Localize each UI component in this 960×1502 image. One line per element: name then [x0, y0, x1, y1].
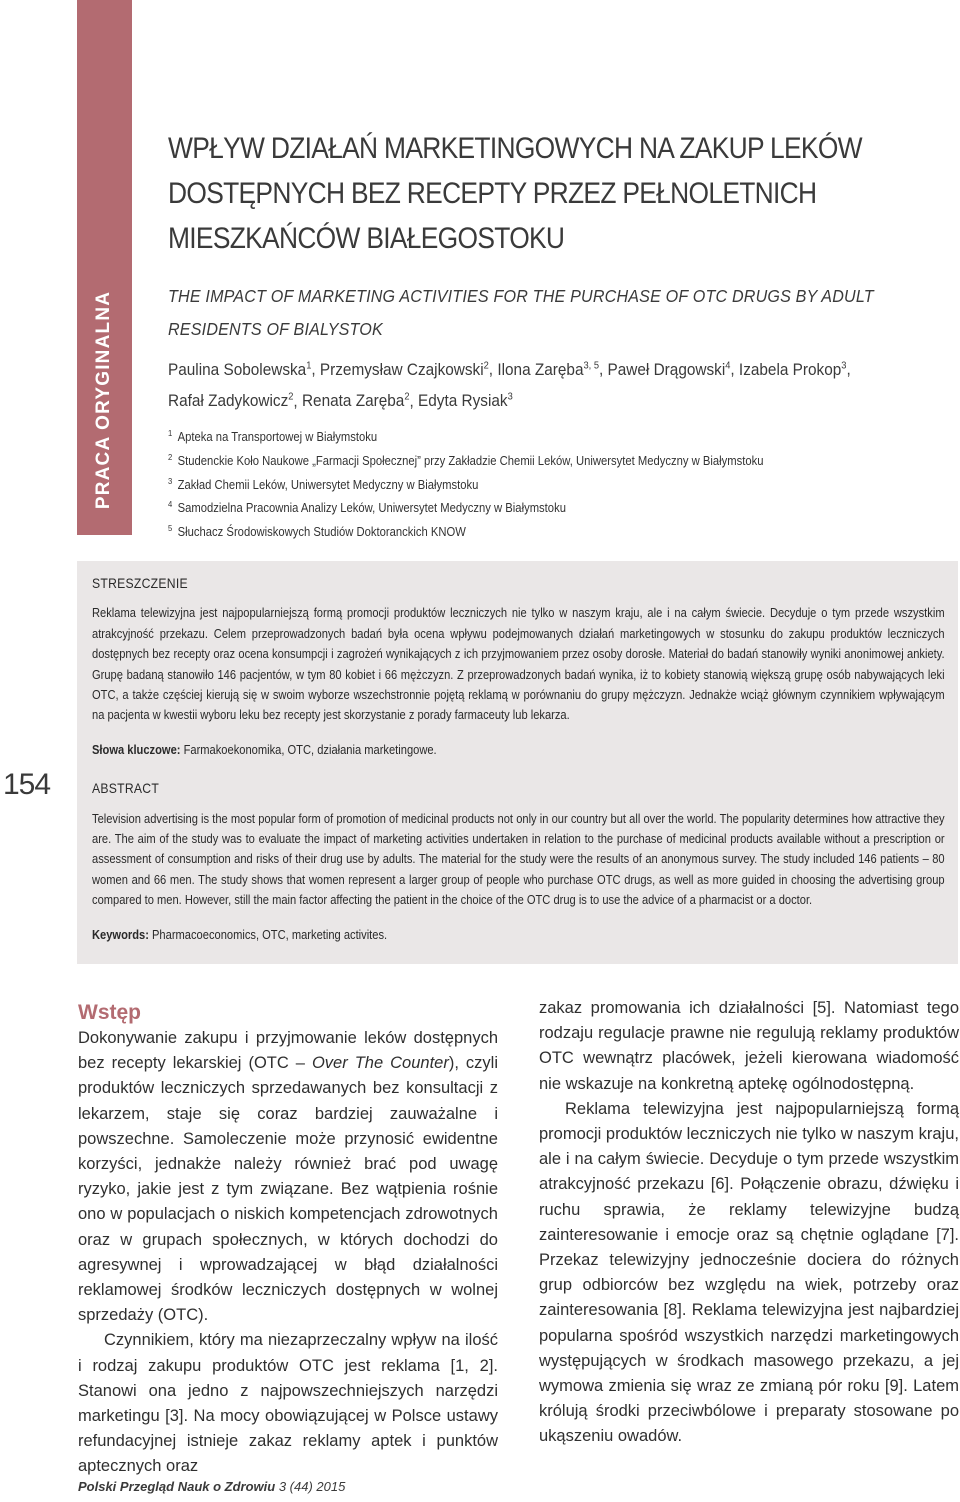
- author: Paweł Drągowski$^4$: [607, 360, 731, 379]
- keywords-english: Keywords: Pharmacoeconomics, OTC, marketing activites.: [92, 926, 388, 942]
- abstract-text-english: Television advertising is the most popular form of promotion of medicinal products not only in our country but all over the world. The popularity determines how attractive they are. The aim of the study was to evaluate the impact of marketing activities undertaken in relation to the purchase of medicinal products available without a prescription or assessment of consumption and risks of their drug use by adults. The material for the study were the results of an anonymous survey. The study included 146 patients – 80 women and 66 men. The study shows that women represent a larger group of people who purchase OTC drugs, as well as more guided in choosing the advertising group compared to men. However, still the main factor affecting the patient in the choice of the OTC drug is to use the advice of a pharmacist or a doctor.: [92, 810, 945, 908]
- affiliation: $^1$ Apteka na Transportowej w Białymstoku: [168, 428, 378, 445]
- paragraph: Czynnikiem, który ma niezaprzeczalny wpływ na ilość i rodzaj zakupu produktów OTC jest reklama [1, 2]. Stanowi ona jedno z najpowszechniejszych narzędzi marketingu [3]. Na mocy obowiązującej w Polsce ustawy refundacyjnej istnieje zakaz reklamy aptek i punktów aptecznych oraz: [78, 1331, 498, 1476]
- paragraph: Reklama telewizyjna jest najpopularniejszą formą promocji produktów leczniczych nie tylko w naszym kraju, ale i na całym świecie. Decyduje o tym przede wszystkim atrakcyjność przekazu [6]. Połączenie obrazu, dźwięku i ruchu sprawia, że reklamy telewizyjne budzą zainteresowanie i emocje oraz są chętnie oglądane [7]. Przekaz telewizyjny jednocześnie dociera do różnych grup odbiorców bez względu na wiek, potrzeby oraz zainteresowania [8]. Reklama telewizyjna jest najbardziej popularna spośród wszystkich narzędzi marketingowych występujących w środkach masowego przekazu, a jej wymowa zmienia się wraz ze zmianą pór roku [9]. Latem królują środki przeciwbólowe i preparaty stosowane po ukąszeniu owadów.: [539, 1099, 959, 1446]
- affiliation: $^4$ Samodzielna Pracownia Analizy Leków, Uniwersytet Medyczny w Białymstoku: [168, 499, 566, 516]
- affiliation: $^5$ Słuchacz Środowiskowych Studiów Doktoranckich KNOW: [168, 523, 466, 540]
- journal-footer: Polski Przegląd Nauk o Zdrowiu 3 (44) 2015: [78, 1479, 346, 1494]
- paragraph: zakaz promowania ich działalności [5]. Natomiast tego rodzaju regulacje prawne nie regulują reklamy produktów OTC wewnątrz placówek, jeżeli kierowana wiadomość nie wskazuje na konkretną aptekę ogólnodostępną.: [539, 999, 959, 1093]
- section-heading: Wstęp: [78, 1001, 141, 1024]
- abstract-text-polish: Reklama telewizyjna jest najpopularniejszą formą promocji produktów leczniczych nie tylko w naszym kraju, ale i na całym świecie. Decyduje o tym przede wszystkim atrakcyjność przekazu. Celem przeprowadzonych badań była ocena wpływu podejmowanych działań marketingowych w stosunku do zakupu produktów leczniczych dostępnych bez recepty oraz ocena konsumpcji i zagrożeń wynikających z ich przyjmowaniem przez osoby dorosłe. Materiał do badań stanowiły wyniki anonimowej ankiety. Grupę badaną stanowiło 146 pacjentów, w tym 80 kobiet i 66 mężczyzn. Z przeprowadzonych badań wynika, iż to kobiety stanowią większą grupę osób nabywających leki OTC, a także częściej kierują się w swoim wyborze wszechstronnie pojętą reklamą w porównaniu do grupy mężczyzn. Jednakże wciąż głównym czynnikiem wpływającym na pacjenta w kwestii wyboru leku bez recepty jest skorzystanie z porady farmaceuty lub lekarza.: [92, 605, 945, 723]
- keywords-polish: Słowa kluczowe: Farmakoekonomika, OTC, działania marketingowe.: [92, 741, 437, 757]
- page-number: 154: [3, 768, 51, 801]
- affiliation: $^3$ Zakład Chemii Leków, Uniwersytet Medyczny w Białymstoku: [168, 475, 479, 492]
- author-list: Paulina Sobolewska$^1$, Przemysław Czajkowski$^2$, Ilona Zaręba$^{3, 5}$, Paweł Drągowski$^4$, Izabela Prokop$^3$, Rafał Zadykowicz$^2$, Renata Zaręba$^2$, Edyta Rysiak$^3$: [168, 360, 851, 410]
- author: Renata Zaręba$^2$: [301, 391, 410, 410]
- body-column-right: [539, 996, 959, 1450]
- author: Ilona Zaręba$^{3, 5}$: [497, 360, 600, 379]
- author: Edyta Rysiak$^3$: [418, 391, 513, 410]
- section-label: PRACA ORYGINALNA: [93, 290, 114, 510]
- article-title-english: THE IMPACT OF MARKETING ACTIVITIES FOR THE PURCHASE OF OTC DRUGS BY ADULT RESIDENTS OF BIALYSTOK: [168, 286, 874, 339]
- abstract-heading-polish: STRESZCZENIE: [92, 575, 188, 591]
- author: Rafał Zadykowicz$^2$: [168, 391, 294, 410]
- author: Przemysław Czajkowski$^2$: [319, 360, 489, 379]
- author: Izabela Prokop$^3$: [738, 360, 847, 379]
- paragraph: Dokonywanie zakupu i przyjmowanie leków dostępnych bez recepty lekarskiej (OTC – Over The Counter), czyli produktów leczniczych sprzedawanych bez konsultacji z lekarzem, staje się coraz bardziej zauważalne i powszechne. Samoleczenie może przynosić ewidentne korzyści, jednakże należy również brać pod uwagę ryzyko, jakie jest z tym związane. Bez wątpienia rośnie ono w populacjach o niskich kompetencjach zdrowotnych oraz w grupach społecznych, w których dochodzi do agresywnej i wprowadzającej w błąd działalności reklamowej środków leczniczych dostępnych w wolnej sprzedaży (OTC).: [78, 1029, 499, 1325]
- abstract-box: [77, 561, 958, 964]
- affiliation: $^2$ Studenckie Koło Naukowe „Farmacji Społecznej” przy Zakładzie Chemii Leków, Uniwersytet Medyczny w Białymstoku: [168, 451, 764, 468]
- body-column-left: [78, 996, 498, 1480]
- author: Paulina Sobolewska$^1$: [168, 360, 312, 379]
- affiliation-list: [168, 424, 924, 543]
- article-title-polish: WPŁYW DZIAŁAŃ MARKETINGOWYCH NA ZAKUP LEKÓW DOSTĘPNYCH BEZ RECEPTY PRZEZ PEŁNOLETNICH MIESZKAŃCÓW BIAŁEGOSTOKU: [168, 132, 862, 255]
- abstract-heading-english: ABSTRACT: [92, 780, 160, 797]
